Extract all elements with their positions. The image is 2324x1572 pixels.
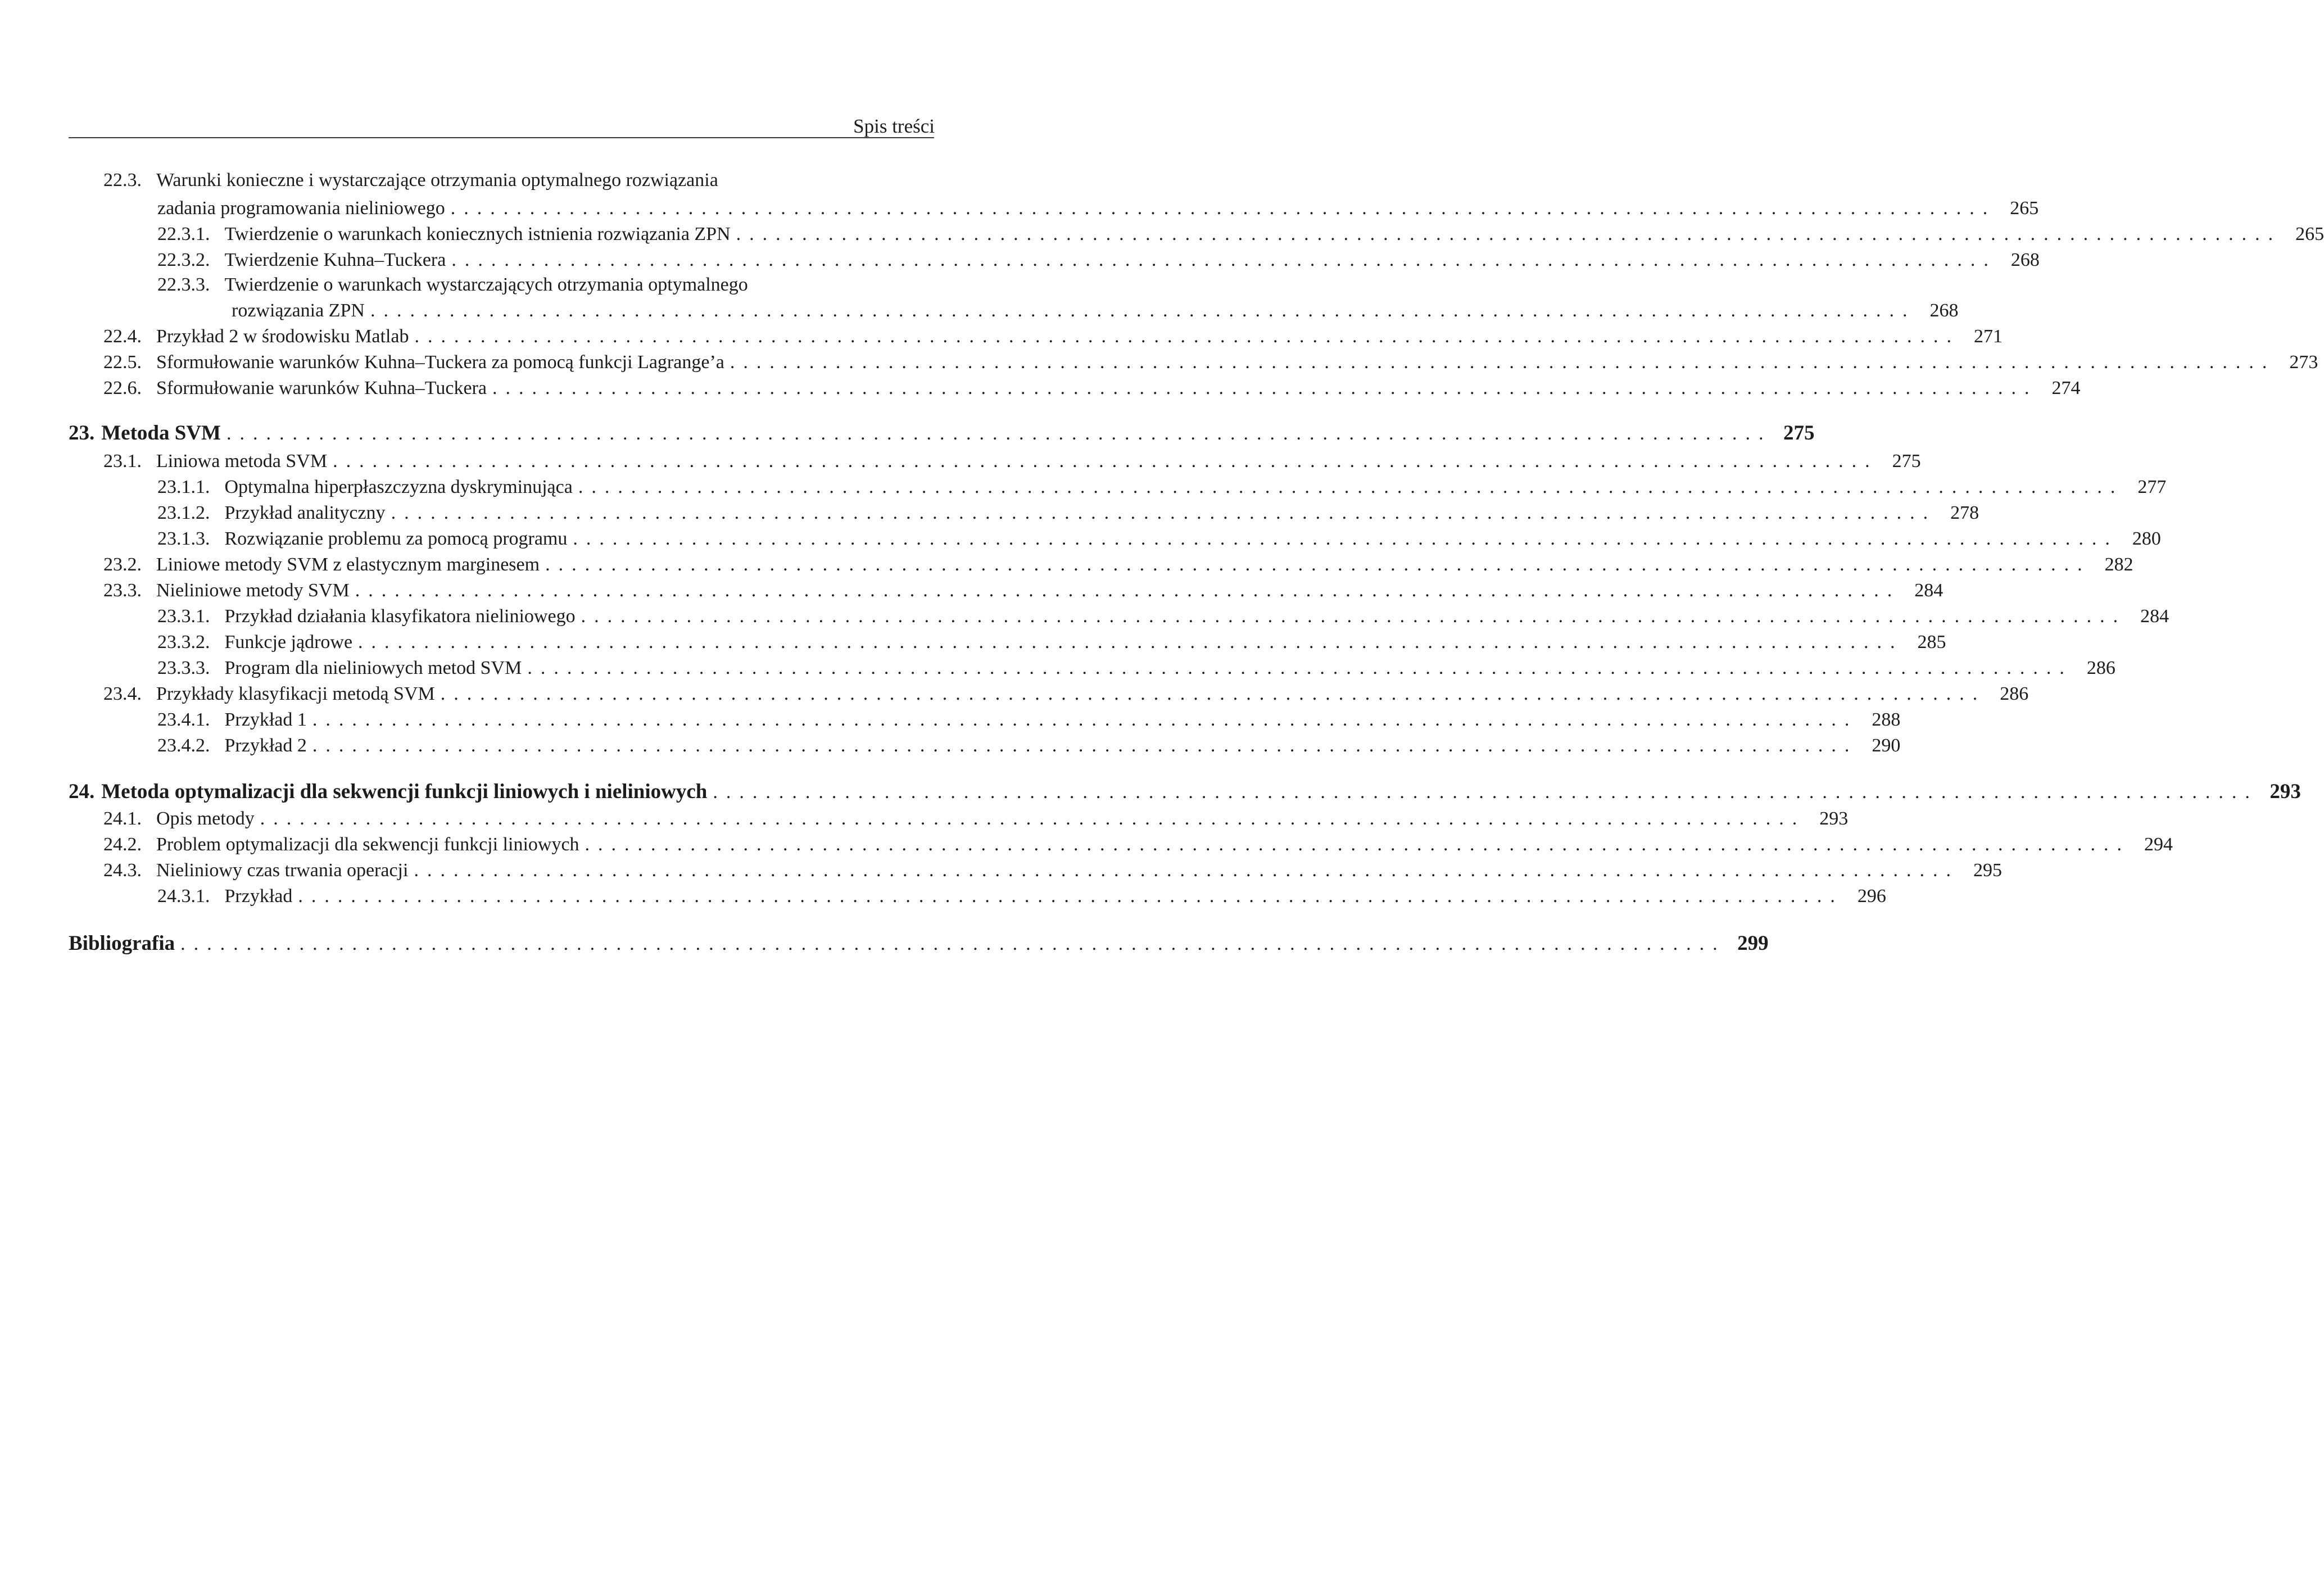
toc-entry-22-5[interactable]: 22.5. Sformułowanie warunków Kuhna–Tuckera za pomocą funkcji Lagrange’a ..................................................................................................................... 273 bbox=[103, 352, 2318, 373]
toc-entry-22-3-3-line1[interactable]: 22.3.3. Twierdzenie o warunkach wystarczających otrzymania optymalnego bbox=[157, 274, 748, 295]
dot-leader: ..................................................................................................................... bbox=[370, 300, 1916, 321]
dot-leader: ..................................................................................................................... bbox=[527, 658, 2073, 678]
dot-leader: ..................................................................................................................... bbox=[298, 886, 1843, 907]
dot-leader: ..................................................................................................................... bbox=[573, 528, 2118, 549]
dot-leader: ..................................................................................................................... bbox=[581, 606, 2127, 627]
dot-leader: ..................................................................................................................... bbox=[226, 423, 1772, 444]
header-rule bbox=[69, 137, 934, 138]
dot-leader: ..................................................................................................................... bbox=[440, 683, 1986, 704]
toc-chapter-24[interactable]: 24. Metoda optymalizacji dla sekwencji funkcji liniowych i nieliniowych ..................................................................................................................... 293 bbox=[69, 780, 2301, 803]
toc-entry-23-3-1[interactable]: 23.3.1. Przykład działania klasyfikatora nieliniowego ..................................................................................................................... 284 bbox=[157, 606, 2169, 627]
dot-leader: ..................................................................................................................... bbox=[414, 326, 1960, 347]
dot-leader: ..................................................................................................................... bbox=[333, 451, 1878, 472]
dot-leader: ..................................................................................................................... bbox=[260, 808, 1806, 829]
dot-leader: ..................................................................................................................... bbox=[358, 632, 1904, 653]
toc-entry-23-4-2[interactable]: 23.4.2. Przykład 2 ..................................................................................................................... 290 bbox=[157, 735, 1901, 756]
toc-entry-22-6[interactable]: 22.6. Sformułowanie warunków Kuhna–Tuckera ..................................................................................................................... 274 bbox=[103, 378, 2081, 398]
toc-entry-23-1-2[interactable]: 23.1.2. Przykład analityczny ..................................................................................................................... 278 bbox=[157, 502, 1979, 523]
toc-entry-23-3-3[interactable]: 23.3.3. Program dla nieliniowych metod SVM ..................................................................................................................... 286 bbox=[157, 658, 2115, 678]
toc-entry-23-3[interactable]: 23.3. Nieliniowe metody SVM ..................................................................................................................... 284 bbox=[103, 580, 1944, 601]
toc-entry-23-1-1[interactable]: 23.1.1. Optymalna hiperpłaszczyzna dyskryminująca ..................................................................................................................... 277 bbox=[157, 477, 2167, 497]
dot-leader: ..................................................................................................................... bbox=[545, 554, 2091, 575]
dot-leader: ..................................................................................................................... bbox=[312, 709, 1858, 730]
dot-leader: ..................................................................................................................... bbox=[414, 860, 1959, 881]
dot-leader: ..................................................................................................................... bbox=[391, 502, 1937, 523]
dot-leader: ..................................................................................................................... bbox=[730, 352, 2276, 373]
toc-entry-22-3-line1[interactable]: 22.3. Warunki konieczne i wystarczające otrzymania optymalnego rozwiązania bbox=[103, 170, 718, 191]
toc-entry-24-3-1[interactable]: 24.3.1. Przykład ..................................................................................................................... 296 bbox=[157, 886, 1886, 907]
dot-leader: ..................................................................................................................... bbox=[180, 934, 1726, 954]
toc-entry-23-4-1[interactable]: 23.4.1. Przykład 1 ..................................................................................................................... 288 bbox=[157, 709, 1901, 730]
toc-entry-22-4[interactable]: 22.4. Przykład 2 w środowisku Matlab ..................................................................................................................... 271 bbox=[103, 326, 2003, 347]
dot-leader: ..................................................................................................................... bbox=[713, 782, 2258, 803]
dot-leader: ..................................................................................................................... bbox=[355, 580, 1901, 601]
dot-leader: ..................................................................................................................... bbox=[492, 378, 2038, 398]
dot-leader: ..................................................................................................................... bbox=[585, 834, 2131, 855]
dot-leader: ..................................................................................................................... bbox=[736, 224, 2282, 244]
dot-leader: ..................................................................................................................... bbox=[312, 735, 1858, 756]
toc-entry-22-3-3[interactable]: rozwiązania ZPN ..................................................................................................................... 268 bbox=[232, 300, 1959, 321]
running-header: Spis treści bbox=[853, 115, 935, 137]
toc-entry-22-3-1[interactable]: 22.3.1. Twierdzenie o warunkach koniecznych istnienia rozwiązania ZPN ..................................................................................................................... 265 bbox=[157, 224, 2324, 244]
toc-entry-22-3-2[interactable]: 22.3.2. Twierdzenie Kuhna–Tuckera ..................................................................................................................... 268 bbox=[157, 250, 2040, 270]
toc-entry-23-3-2[interactable]: 23.3.2. Funkcje jądrowe ..................................................................................................................... 285 bbox=[157, 632, 1946, 653]
toc-entry-24-1[interactable]: 24.1. Opis metody ..................................................................................................................... 293 bbox=[103, 808, 1849, 829]
toc-entry-23-1-3[interactable]: 23.1.3. Rozwiązanie problemu za pomocą programu ..................................................................................................................... 280 bbox=[157, 528, 2161, 549]
toc-entry-23-4[interactable]: 23.4. Przykłady klasyfikacji metodą SVM ..................................................................................................................... 286 bbox=[103, 683, 2029, 704]
dot-leader: ..................................................................................................................... bbox=[450, 198, 1996, 219]
toc-entry-24-2[interactable]: 24.2. Problem optymalizacji dla sekwencji funkcji liniowych ..................................................................................................................... 294 bbox=[103, 834, 2173, 855]
dot-leader: ..................................................................................................................... bbox=[451, 250, 1997, 270]
toc-bibliography[interactable]: Bibliografia ..................................................................................................................... 299 bbox=[69, 932, 1769, 955]
toc-chapter-23[interactable]: 23. Metoda SVM ..................................................................................................................... 275 bbox=[69, 422, 1815, 445]
dot-leader: ..................................................................................................................... bbox=[578, 477, 2124, 497]
toc-entry-24-3[interactable]: 24.3. Nieliniowy czas trwania operacji ..................................................................................................................... 295 bbox=[103, 860, 2002, 881]
toc-entry-22-3[interactable]: zadania programowania nieliniowego ..................................................................................................................... 265 bbox=[157, 198, 2039, 219]
toc-entry-23-2[interactable]: 23.2. Liniowe metody SVM z elastycznym marginesem ..................................................................................................................... 282 bbox=[103, 554, 2133, 575]
toc-entry-23-1[interactable]: 23.1. Liniowa metoda SVM ..................................................................................................................... 275 bbox=[103, 451, 1921, 472]
